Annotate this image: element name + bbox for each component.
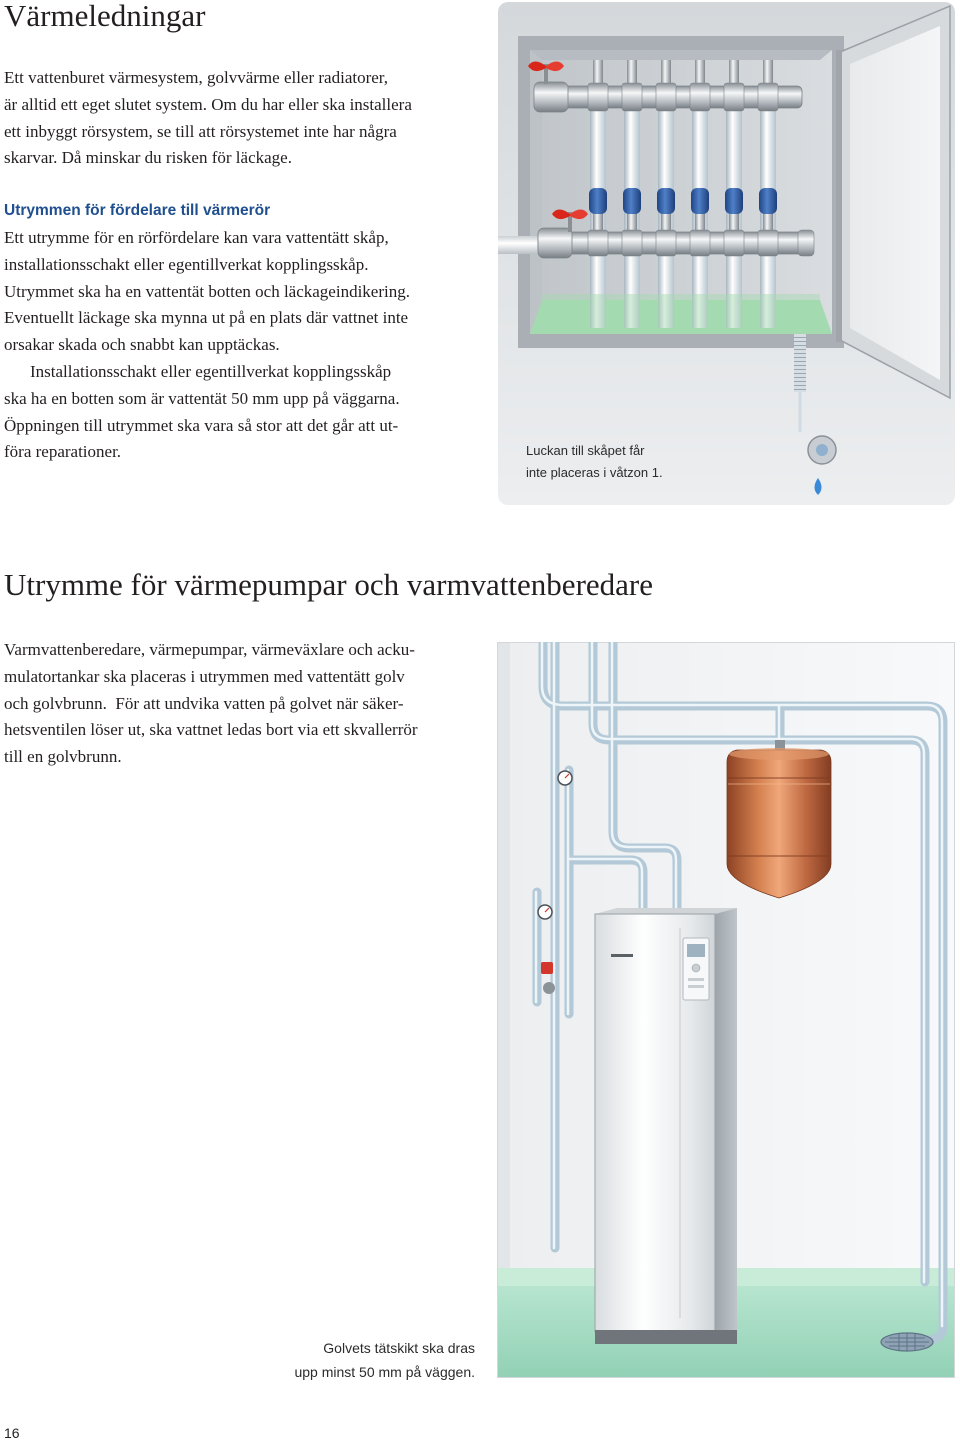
brand-logo	[611, 954, 633, 957]
paragraph-line: Öppningen till utrymmet ska vara så stor att det går att ut-	[4, 415, 399, 435]
blue-valve-cap	[759, 188, 777, 214]
heat-pump-unit	[595, 908, 737, 1344]
page-number: 16	[4, 1425, 20, 1441]
heat-pump-space-paragraph	[4, 637, 418, 771]
paragraph-line: Eventuellt läckage ska mynna ut på en plats där vattnet inte	[4, 308, 409, 328]
paragraph-line: Ett vattenburet värmesystem, golvvärme eller radiatorer,	[4, 68, 389, 87]
blue-valve-cap	[657, 188, 675, 214]
section-title-heat-pump-space: Utrymme för värmepumpar och varmvattenberedare	[4, 567, 653, 602]
leak-indicator	[808, 436, 836, 464]
blue-valve-cap	[691, 188, 709, 214]
heat-pump-base	[595, 1330, 737, 1344]
paragraph-line: är alltid ett eget slutet system. Om du har eller ska installera	[4, 94, 412, 114]
paragraph-line: Varmvattenberedare, värmepumpar, värmeväxlare och acku-	[4, 640, 415, 659]
blue-valve-cap	[725, 188, 743, 214]
paragraph-line: och golvbrunn. För att undvika vatten på golvet när säker-	[4, 693, 404, 713]
paragraph-line: Utrymmet ska ha en vattentät botten och läckageindikering.	[4, 281, 410, 301]
intro-paragraph	[4, 65, 412, 172]
section-title-varmeledningar: Värmeledningar	[4, 0, 206, 33]
subheading-distribution-space: Utrymmen för fördelare till värmerör	[4, 202, 271, 219]
heat-pump-side	[715, 908, 737, 1334]
caption-line: upp minst 50 mm på väggen.	[294, 1364, 475, 1380]
distribution-space-paragraph	[4, 225, 410, 466]
paragraph-line-indented: Installationsschakt eller egentillverkat kopplingsskåp	[30, 361, 392, 381]
caption-line: Luckan till skåpet får	[526, 443, 645, 458]
paragraph-line: föra reparationer.	[4, 442, 122, 462]
safety-valve-icon	[541, 962, 553, 974]
paragraph-line: orsakar skada och snabbt kan upptäckas.	[4, 335, 280, 355]
pressure-gauge-icon	[538, 905, 552, 919]
paragraph-line: skarvar. Då minskar du risken för läckage.	[4, 148, 292, 168]
distribution-cabinet-illustration	[498, 2, 955, 505]
wall-corner	[498, 643, 510, 1269]
paragraph-line: Ett utrymme för en rörfördelare kan vara vattentätt skåp,	[4, 228, 389, 247]
copper-expansion-tank	[727, 740, 831, 898]
paragraph-line: ett inbyggt rörsystem, se till att rörsystemet inte har några	[4, 121, 397, 141]
floor-drain	[881, 1333, 933, 1351]
blue-valve-cap	[589, 188, 607, 214]
paragraph-line: till en golvbrunn.	[4, 747, 122, 767]
paragraph-line: mulatortankar ska placeras i utrymmen med vattentätt golv	[4, 666, 405, 686]
paragraph-line: ska ha en botten som är vattentät 50 mm upp på väggarna.	[4, 388, 400, 408]
cabinet-figure-caption	[526, 440, 663, 484]
heat-pump-room-illustration	[497, 642, 955, 1378]
paragraph-line: hetsventilen löser ut, ska vattnet ledas bort via ett skvallerrör	[4, 720, 418, 740]
caption-line: inte placeras i våtzon 1.	[526, 465, 663, 480]
heat-pump-top	[595, 908, 737, 914]
blue-valve-cap	[623, 188, 641, 214]
outlet-pipe	[498, 236, 544, 254]
paragraph-line: installationsschakt eller egentillverkat kopplingsskåp.	[4, 254, 369, 274]
pipe-fitting	[543, 982, 555, 994]
cabinet-door	[836, 6, 950, 398]
pressure-gauge-icon	[558, 771, 572, 785]
caption-line: Golvets tätskikt ska dras	[323, 1340, 475, 1356]
floor-figure-caption	[195, 1336, 475, 1384]
control-display	[683, 938, 709, 1000]
